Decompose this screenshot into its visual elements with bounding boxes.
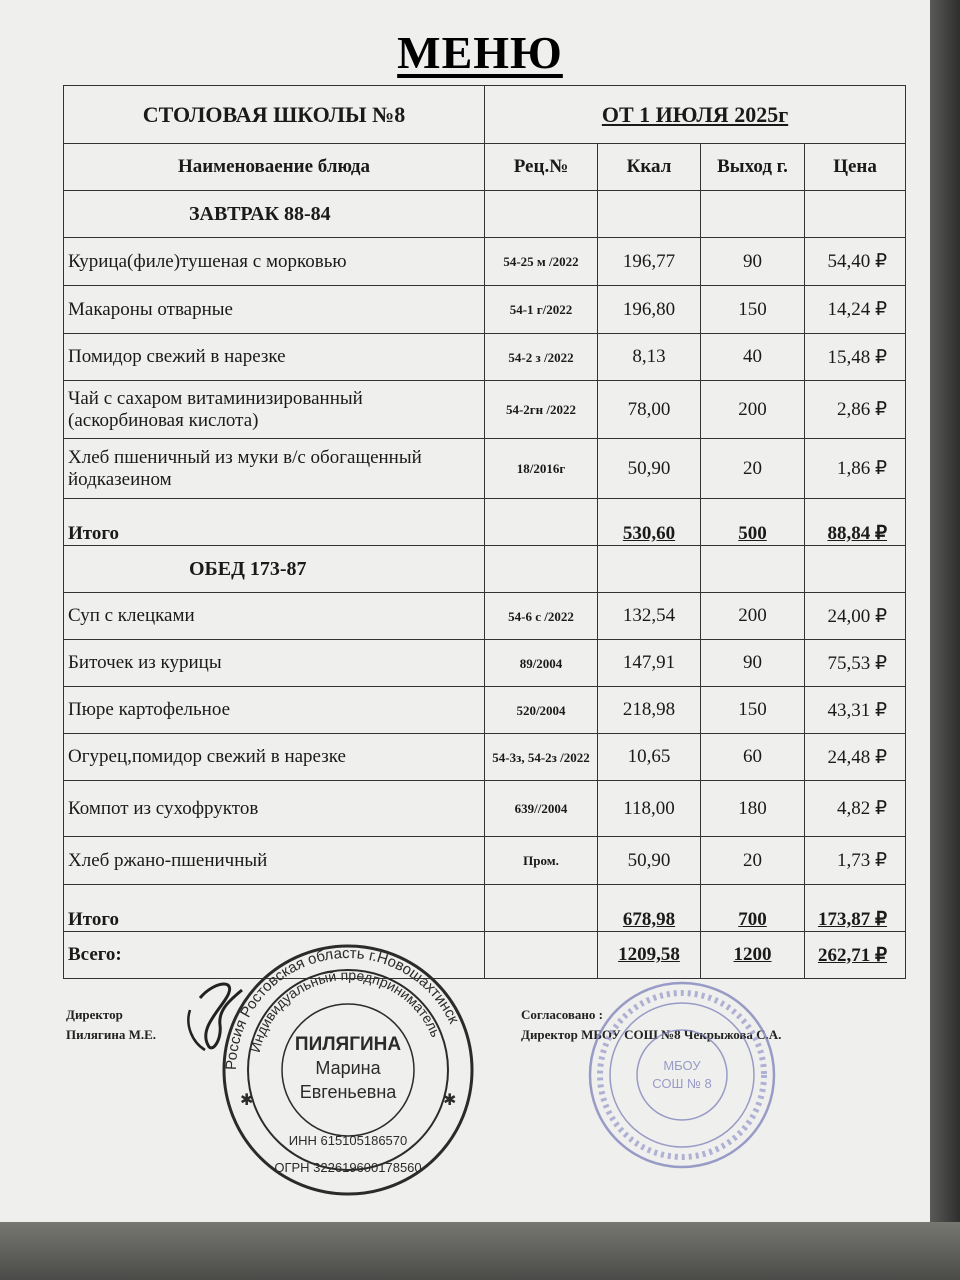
dish-recipe: 18/2016г [485,439,598,499]
column-headers [64,144,906,191]
total-yield: 500 [701,499,805,546]
dish-name: Пюре картофельное [64,687,485,734]
section-total-row [64,499,906,546]
total-label: Итого [64,499,485,546]
school-stamp-line-2: СОШ № 8 [652,1076,712,1091]
dish-row [64,334,906,381]
dish-price: 43,31 ₽ [805,687,906,734]
dish-name: Курица(филе)тушеная с морковью [64,238,485,286]
total-price: 173,87 ₽ [805,885,906,932]
dish-price: 24,48 ₽ [805,734,906,781]
dish-yield: 150 [701,286,805,334]
dish-kcal: 218,98 [598,687,701,734]
dish-row [64,837,906,885]
col-recipe: Рец.№ [485,144,598,191]
dish-row [64,734,906,781]
dish-name: Компот из сухофруктов [64,781,485,837]
stamp-line-3: Евгеньевна [299,1082,397,1102]
dish-recipe: 54-2гн /2022 [485,381,598,439]
school-name: СТОЛОВАЯ ШКОЛЫ №8 [64,86,485,144]
dish-kcal: 196,77 [598,238,701,286]
empty-cell [701,191,805,238]
section-title: ОБЕД 173-87 [64,546,485,593]
col-kcal: Ккал [598,144,701,191]
stamp-line-2: Марина [315,1058,381,1078]
dish-name: Огурец,помидор свежий в нарезке [64,734,485,781]
title-text: МЕНЮ [397,27,563,78]
dish-kcal: 78,00 [598,381,701,439]
dish-yield: 200 [701,381,805,439]
dish-row [64,381,906,439]
dish-kcal: 196,80 [598,286,701,334]
col-price: Цена [805,144,906,191]
dish-price: 2,86 ₽ [805,381,906,439]
dish-recipe: 54-3з, 54-2з /2022 [485,734,598,781]
dish-yield: 150 [701,687,805,734]
dish-recipe: 89/2004 [485,640,598,687]
dish-price: 75,53 ₽ [805,640,906,687]
section-total-row [64,885,906,932]
grand-total-kcal: 1209,58 [598,932,701,979]
empty-cell [805,546,906,593]
section-title: ЗАВТРАК 88-84 [64,191,485,238]
lunch-section [64,546,906,932]
dish-name: Биточек из курицы [64,640,485,687]
dish-row [64,593,906,640]
dish-recipe: 54-25 м /2022 [485,238,598,286]
dish-kcal: 132,54 [598,593,701,640]
dish-name: Суп с клецками [64,593,485,640]
dish-recipe: 639//2004 [485,781,598,837]
empty-cell [598,191,701,238]
dish-price: 54,40 ₽ [805,238,906,286]
dish-recipe: 54-6 с /2022 [485,593,598,640]
dish-name: Макароны отварные [64,286,485,334]
menu-table [63,85,906,979]
header-row [64,86,906,144]
dish-row [64,439,906,499]
dish-yield: 20 [701,439,805,499]
dish-kcal: 50,90 [598,837,701,885]
dish-price: 4,82 ₽ [805,781,906,837]
total-recipe [485,499,598,546]
stamp-outer-text: Россия Ростовская область г.Новошахтинск [222,944,463,1071]
stamp-ogrn: ОГРН 322619600178560 [274,1160,422,1175]
empty-cell [598,546,701,593]
empty-cell [701,546,805,593]
dish-kcal: 8,13 [598,334,701,381]
ip-stamp [218,940,478,1200]
dish-kcal: 147,91 [598,640,701,687]
school-stamp [582,975,782,1175]
dish-price: 1,86 ₽ [805,439,906,499]
dish-row [64,687,906,734]
agreed-by: Директор МБОУ СОШ №8 Чекрыжова С.А. [521,1027,782,1042]
school-stamp-line-1: МБОУ [663,1058,701,1073]
dish-kcal: 118,00 [598,781,701,837]
section-title-row [64,191,906,238]
dish-yield: 20 [701,837,805,885]
dish-price: 24,00 ₽ [805,593,906,640]
dish-yield: 180 [701,781,805,837]
dish-name: Хлеб пшеничный из муки в/с обогащенный йодказеином [64,439,485,499]
dish-name: Помидор свежий в нарезке [64,334,485,381]
total-price: 88,84 ₽ [805,499,906,546]
dish-recipe: 520/2004 [485,687,598,734]
empty-cell [805,191,906,238]
agreed-label: Согласовано : [521,1007,603,1022]
empty-cell [485,546,598,593]
dish-yield: 90 [701,238,805,286]
dish-yield: 40 [701,334,805,381]
grand-total-price: 262,71 ₽ [805,932,906,979]
col-name: Наименоваение блюда [64,144,485,191]
total-kcal: 530,60 [598,499,701,546]
background-floor [0,1222,960,1280]
menu-date: ОТ 1 ИЮЛЯ 2025г [485,86,906,144]
dish-recipe: 54-2 з /2022 [485,334,598,381]
grand-total-label: Всего: [64,932,485,979]
dish-name: Чай с сахаром витаминизированный (аскорбиновая кислота) [64,381,485,439]
dish-row [64,286,906,334]
director-title: Директор [66,1007,123,1022]
dish-recipe: Пром. [485,837,598,885]
dish-recipe: 54-1 г/2022 [485,286,598,334]
director-block [66,1005,156,1045]
dish-row [64,640,906,687]
dish-name: Хлеб ржано-пшеничный [64,837,485,885]
stamp-star-icon: ✱ [443,1092,457,1109]
section-title-row [64,546,906,593]
page-title [0,26,960,79]
dish-price: 14,24 ₽ [805,286,906,334]
dish-price: 1,73 ₽ [805,837,906,885]
col-yield: Выход г. [701,144,805,191]
grand-total-recipe [485,932,598,979]
background-edge [930,0,960,1280]
total-yield: 700 [701,885,805,932]
stamp-line-1: ПИЛЯГИНА [294,1034,402,1055]
grand-total-yield: 1200 [701,932,805,979]
stamp-inner-text: Индивидуальный предприниматель [246,966,445,1054]
director-name: Пилягина М.Е. [66,1027,157,1042]
breakfast-section [64,191,906,546]
dish-yield: 60 [701,734,805,781]
total-kcal: 678,98 [598,885,701,932]
total-recipe [485,885,598,932]
dish-yield: 90 [701,640,805,687]
total-label: Итого [64,885,485,932]
dish-price: 15,48 ₽ [805,334,906,381]
dish-row [64,781,906,837]
stamp-star-icon: ✱ [240,1092,254,1109]
stamp-inn: ИНН 615105186570 [288,1133,408,1148]
dish-row [64,238,906,286]
dish-yield: 200 [701,593,805,640]
dish-kcal: 50,90 [598,439,701,499]
empty-cell [485,191,598,238]
dish-kcal: 10,65 [598,734,701,781]
